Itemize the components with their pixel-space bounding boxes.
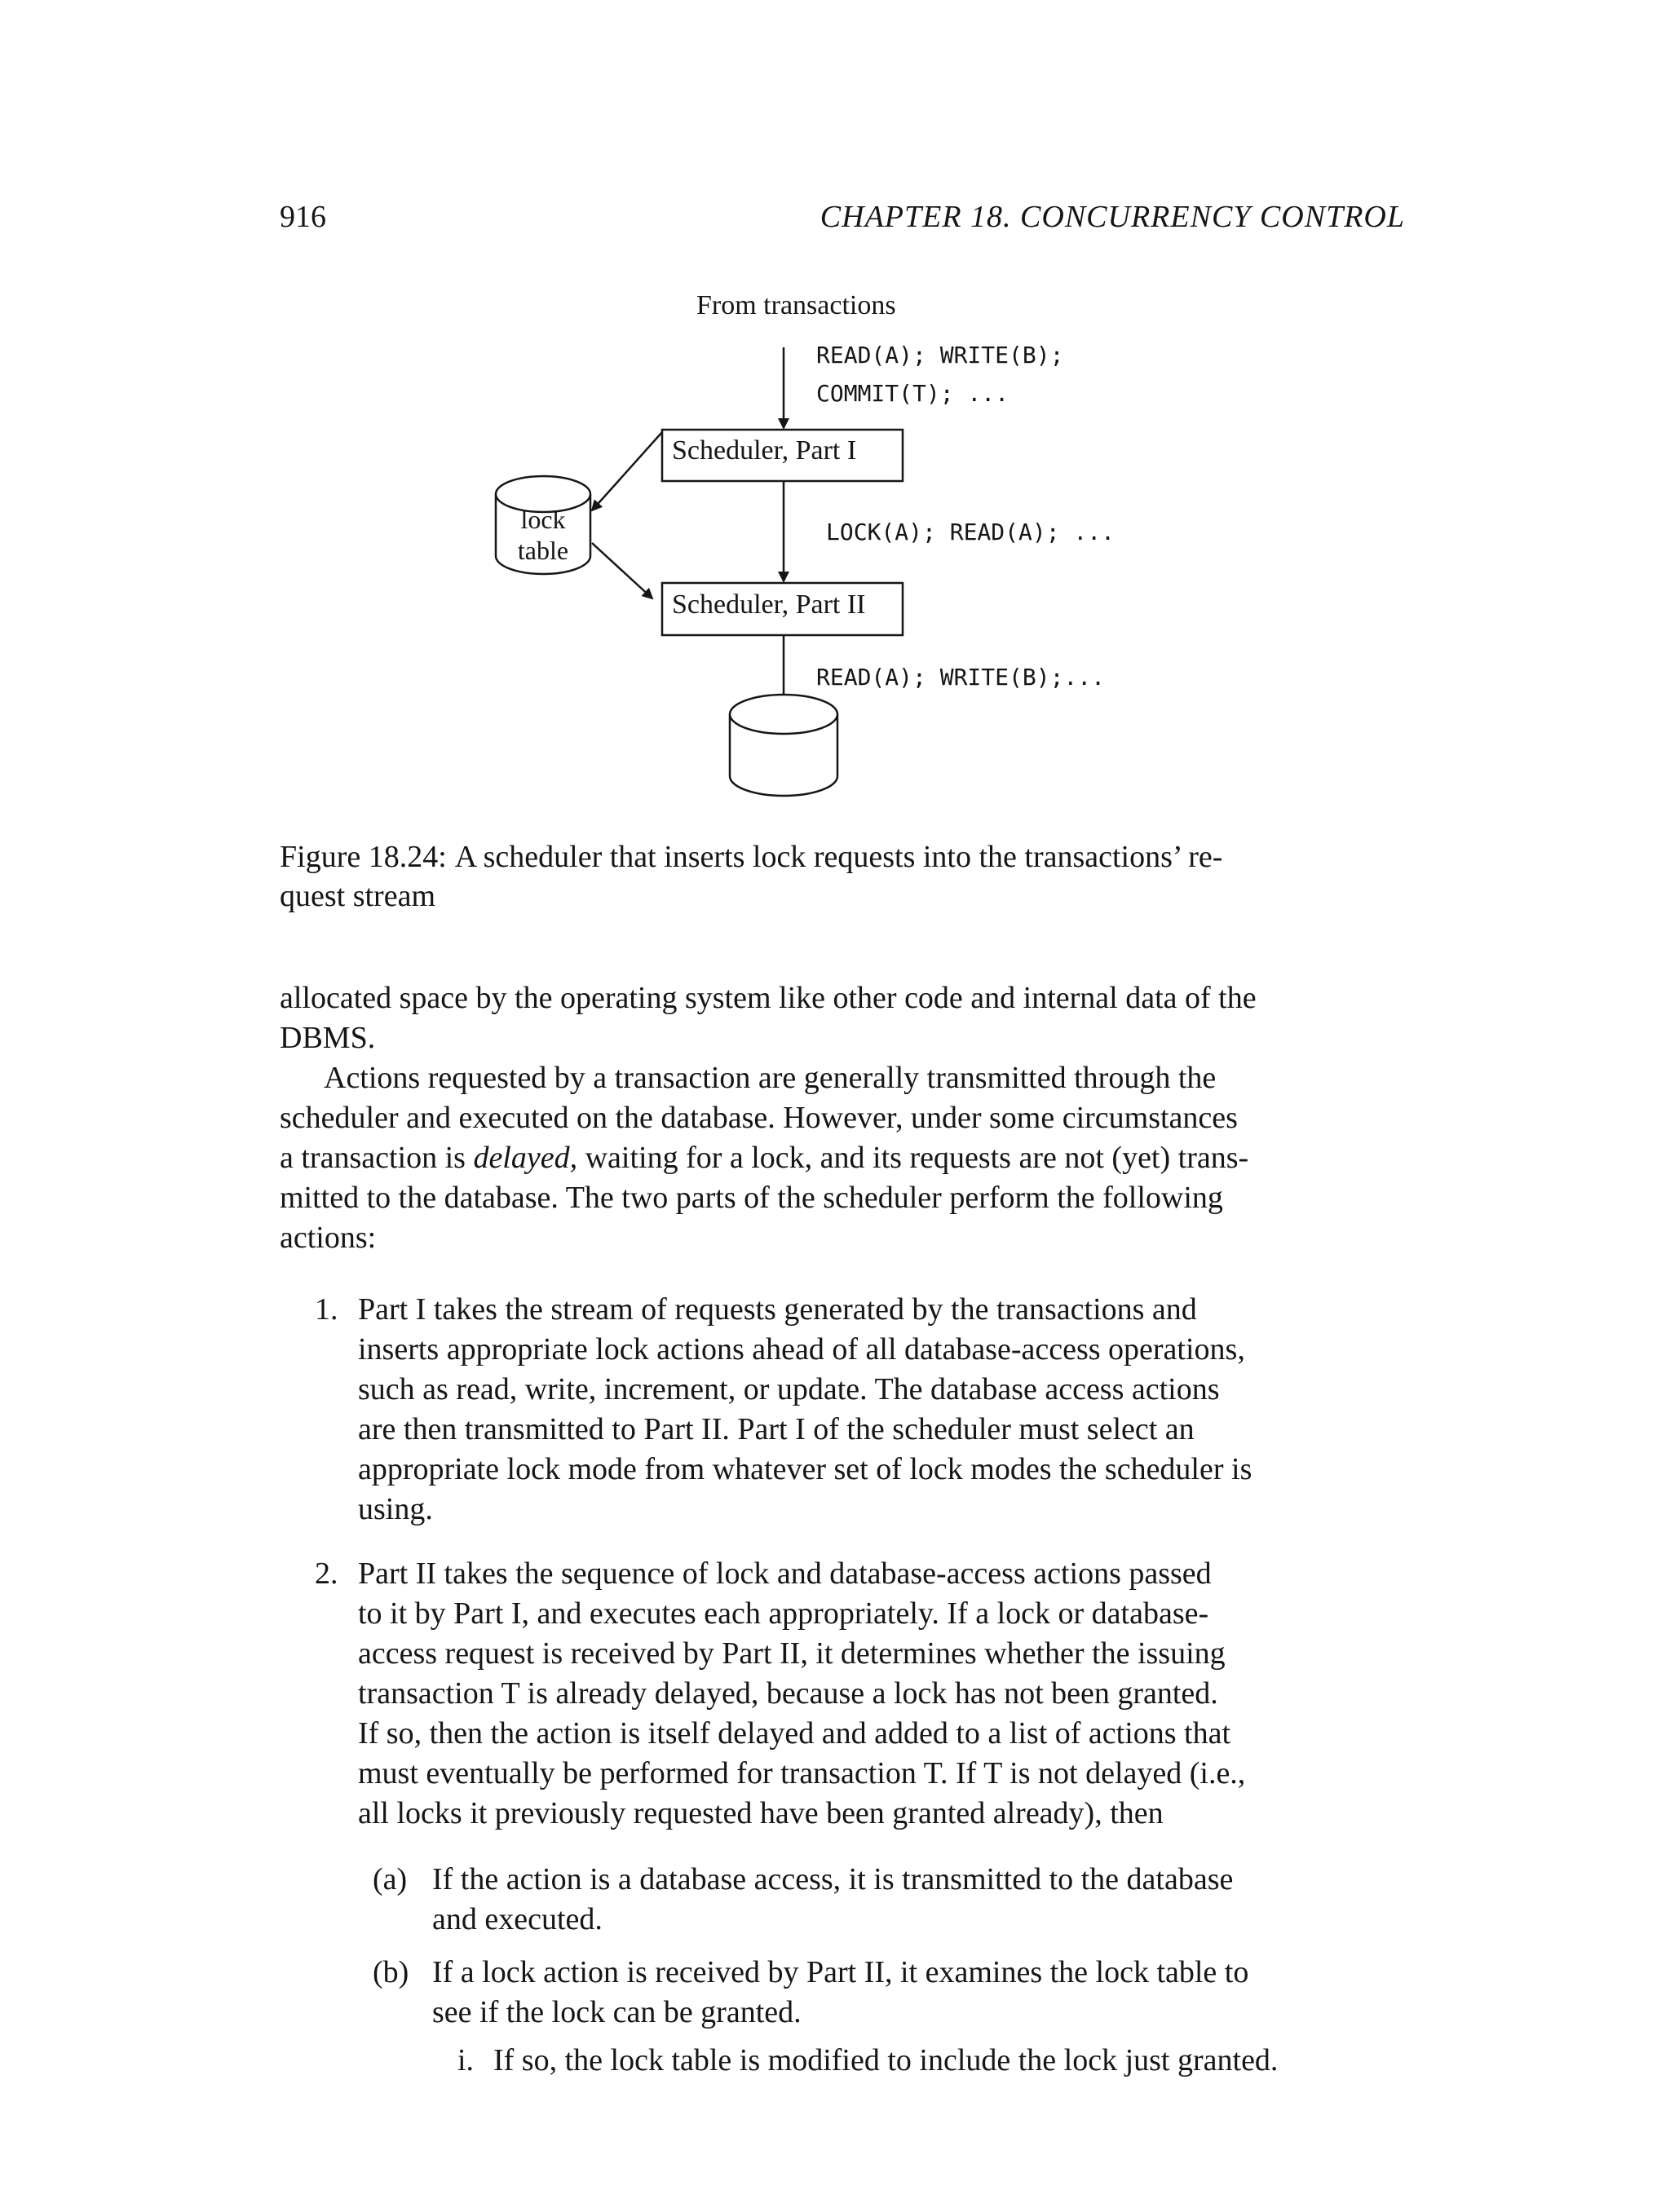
caption-line1-text: A scheduler that inserts lock requests into the transactions’ re- [454, 840, 1223, 874]
item1-line: inserts appropriate lock actions ahead of all database-access operations, [358, 1332, 1245, 1366]
scheduler-part2-label: Scheduler, Part II [672, 589, 866, 620]
database-cylinder [730, 695, 837, 796]
sub-item-a-number: (a) [373, 1862, 408, 1896]
list-item-1-number: 1. [315, 1292, 338, 1327]
scheduler-figure [0, 0, 1670, 823]
sub-item-a-text [432, 1860, 1405, 1940]
stream-middle: LOCK(A); READ(A); ... [826, 519, 1116, 545]
list-item-1-text [358, 1290, 1405, 1530]
arrow-part1-to-locktable [592, 432, 662, 510]
sub-item-i-text: If so, the lock table is modified to include the lock just granted. [493, 2043, 1279, 2077]
sub-item-b [280, 1953, 1405, 2034]
item2-line: access request is received by Part II, it determines whether the issuing [358, 1636, 1226, 1671]
item2-line: must eventually be performed for transaction T. If T is not delayed (i.e., [358, 1756, 1246, 1790]
body-paragraphs [280, 978, 1405, 1258]
sub-item-i-number: i. [457, 2043, 475, 2077]
sub-b-line: see if the lock can be granted. [432, 1995, 802, 2029]
item2-line: transaction T is already delayed, because a lock has not been granted. [358, 1676, 1218, 1711]
item2-line: Part II takes the sequence of lock and database-access actions passed [358, 1556, 1212, 1591]
list-item-2-number: 2. [315, 1556, 338, 1591]
para2-line3b: waiting for a lock, and its requests are not (yet) trans- [577, 1141, 1249, 1175]
sub-item-i [280, 2041, 1405, 2082]
para2-line5: actions: [280, 1221, 377, 1255]
caption-label: Figure 18.24: [280, 840, 447, 874]
item1-line: appropriate lock mode from whatever set of lock modes the scheduler is [358, 1452, 1252, 1486]
list-item-2-text [358, 1554, 1405, 1834]
stream-top-line1: READ(A); WRITE(B); [816, 342, 1064, 369]
scheduler-part1-label: Scheduler, Part I [672, 435, 857, 466]
lock-table-label-line1: lock [520, 505, 566, 534]
para1 [280, 978, 1405, 1058]
running-head: CHAPTER 18. CONCURRENCY CONTROL [820, 200, 1405, 234]
item2-line: If so, then the action is itself delayed and added to a list of actions that [358, 1716, 1231, 1751]
para2-line1: Actions requested by a transaction are generally transmitted through the [324, 1061, 1217, 1095]
para2 [280, 1058, 1405, 1258]
para2-emphasis: delayed, [473, 1141, 578, 1175]
sub-item-a [280, 1860, 1405, 1941]
stream-top-line2: COMMIT(T); ... [816, 380, 1010, 407]
page-number: 916 [280, 200, 326, 234]
caption-line1 [280, 837, 1405, 876]
para1-line2: DBMS. [280, 1021, 376, 1055]
para2-line3a: a transaction is [280, 1141, 474, 1175]
arrow-locktable-to-part2 [592, 543, 652, 598]
figure-caption [280, 837, 1405, 916]
item1-line: using. [358, 1492, 433, 1526]
sub-b-line: If a lock action is received by Part II, it examines the lock table to [432, 1955, 1249, 1989]
list-item-1 [280, 1290, 1405, 1534]
sub-a-line: and executed. [432, 1902, 603, 1936]
list-item-2 [280, 1554, 1405, 1839]
caption-line2: quest stream [280, 879, 436, 913]
sub-item-b-text [432, 1953, 1405, 2033]
lock-table-label-line2: table [517, 536, 569, 565]
stream-bottom: READ(A); WRITE(B);... [816, 664, 1106, 691]
para1-line1: allocated space by the operating system like other code and internal data of the [280, 981, 1257, 1015]
para2-line2: scheduler and executed on the database. However, under some circumstances [280, 1101, 1238, 1135]
para2-line4: mitted to the database. The two parts of the scheduler perform the following [280, 1181, 1223, 1215]
sub-a-line: If the action is a database access, it is transmitted to the database [432, 1862, 1234, 1896]
item1-line: Part I takes the stream of requests generated by the transactions and [358, 1292, 1197, 1327]
item2-line: all locks it previously requested have been granted already), then [358, 1796, 1164, 1830]
from-transactions-label: From transactions [696, 290, 896, 320]
item2-line: to it by Part I, and executes each appropriately. If a lock or database- [358, 1596, 1209, 1631]
sub-item-b-number: (b) [373, 1955, 409, 1989]
item1-line: are then transmitted to Part II. Part I of the scheduler must select an [358, 1412, 1195, 1446]
item1-line: such as read, write, increment, or update. The database access actions [358, 1372, 1220, 1406]
